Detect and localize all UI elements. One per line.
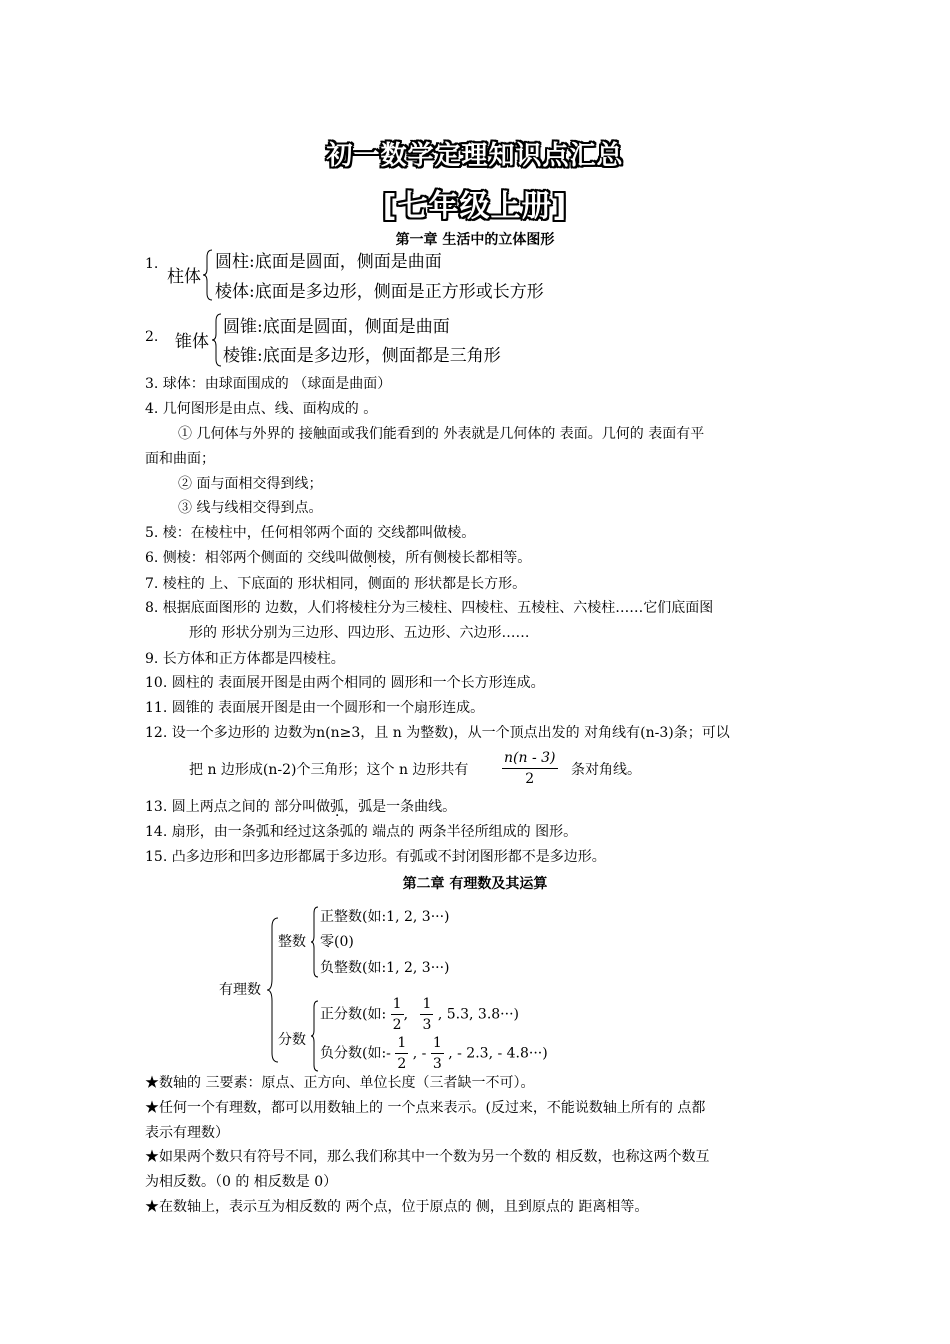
item1-brace [202, 249, 214, 301]
line-12b: 把 n 边形成(n-2)个三角形；这个 n 边形共有 [189, 762, 469, 778]
line-8a: 8. 根据底面图形的 边数，人们将棱柱分为三棱柱、四棱柱、五棱柱、六棱柱……它们底面图 [145, 600, 714, 616]
line-9: 9. 长方体和正方体都是四棱柱。 [145, 651, 345, 667]
fraction-denominator: 2 [397, 1056, 407, 1072]
line-12c: 条对角线。 [571, 762, 641, 778]
line-5: 5. 棱：在棱柱中，任何相邻两个面的 交线都叫做棱。 [145, 525, 476, 541]
integer-label: 整数 [278, 934, 306, 950]
star-1: ★数轴的 三要素：原点、正方向、单位长度（三者缺一不可）。 [145, 1075, 535, 1091]
line-4a-2: 面和曲面； [145, 451, 215, 467]
star-2b: 表示有理数） [145, 1125, 229, 1141]
negative-fraction-mid: , - [412, 1045, 427, 1062]
star-4: ★在数轴上，表示互为相反数的 两个点，位于原点的 侧，且到原点的 距离相等。 [145, 1199, 649, 1215]
line-6 [145, 548, 531, 568]
fraction-one-half [391, 994, 404, 1035]
negative-fraction-prefix: 负分数(如:- [320, 1045, 391, 1062]
line-10: 10. 圆柱的 表面展开图是由两个相同的 圆形和一个长方形连成。 [145, 675, 545, 691]
positive-fraction-prefix: 正分数(如: [320, 1006, 387, 1023]
line-11: 11. 圆锥的 表面展开图是由一个圆形和一个扇形连成。 [145, 700, 485, 716]
line-8b: 形的 形状分别为三边形、四边形、五边形、六边形…… [189, 625, 530, 641]
fraction-numerator: 1 [420, 994, 433, 1015]
item1-line2: 棱体:底面是多边形，侧面是正方形或长方形 [215, 282, 544, 302]
integer-item-2: 零(0) [320, 934, 354, 950]
rational-root-label: 有理数 [219, 982, 261, 998]
negative-fraction-suffix: , - 2.3, - 4.8···) [448, 1045, 548, 1062]
fraction-numerator: 1 [395, 1033, 408, 1054]
item2-label: 锥体 [175, 332, 209, 352]
line-6-emph: 侧 [363, 550, 378, 566]
line-6-a: 6. 侧棱：相邻两个侧面的 交线叫做 [145, 550, 364, 566]
line-6-c: 棱，所有侧棱长都相等。 [377, 550, 532, 566]
line-4c: ③ 线与线相交得到点。 [178, 500, 323, 516]
line-7: 7. 棱柱的 上、下底面的 形状相同，侧面的 形状都是长方形。 [145, 576, 527, 592]
line-13-a: 13. 圆上两点之间的 部分叫做 [145, 799, 331, 815]
line-4a-1: ① 几何体与外界的 接触面或我们能看到的 外表就是几何体的 表面。几何的 表面有平 [178, 426, 705, 442]
line-13-c: ，弧是一条曲线。 [344, 799, 457, 815]
line-12a: 12. 设一个多边形的 边数为n(n≥3，且 n 为整数)，从一个顶点出发的 对角线有(n-3)条；可以 [145, 725, 730, 741]
line-15: 15. 凸多边形和凹多边形都属于多边形。有弧或不封闭图形都不是多边形。 [145, 849, 606, 865]
fraction-numerator: 1 [391, 994, 404, 1015]
line-13 [145, 797, 456, 817]
line-13-emph: 弧 [330, 799, 345, 815]
positive-fraction-row [320, 994, 519, 1035]
item2-brace [211, 313, 223, 367]
diagonal-fraction [502, 748, 558, 789]
fraction-numerator: 1 [431, 1033, 444, 1054]
item2-line1: 圆锥:底面是圆面，侧面是曲面 [223, 317, 450, 337]
negative-fraction-row [320, 1033, 548, 1074]
line-3: 3. 球体：由球面围成的 （球面是曲面） [145, 376, 392, 392]
diagonal-fraction-denominator: 2 [525, 771, 535, 787]
item2-number: 2. [145, 329, 159, 345]
item1-label: 柱体 [167, 267, 201, 287]
integer-item-1: 正整数(如:1, 2, 3···) [320, 909, 450, 925]
line-14: 14. 扇形，由一条弧和经过这条弧的 端点的 两条半径所组成的 图形。 [145, 824, 578, 840]
line-4b: ② 面与面相交得到线； [178, 476, 323, 492]
fraction-denominator: 3 [432, 1056, 442, 1072]
line-4: 4. 几何图形是由点、线、面构成的 。 [145, 401, 378, 417]
fraction-label: 分数 [278, 1032, 306, 1048]
page-subtitle: [七年级上册] [382, 189, 568, 224]
item1-line1: 圆柱:底面是圆面，侧面是曲面 [215, 252, 442, 272]
positive-fraction-separator: , [403, 1006, 409, 1023]
fraction-one-third [431, 1033, 444, 1074]
fraction-one-half [395, 1033, 408, 1074]
chapter1-heading: 第一章 生活中的立体图形 [395, 232, 555, 248]
fraction-denominator: 3 [422, 1017, 432, 1033]
star-3b: 为相反数。（0 的 相反数是 0） [145, 1174, 338, 1190]
diagonal-fraction-numerator: n(n - 3) [502, 748, 558, 769]
item2-line2: 棱锥:底面是多边形，侧面都是三角形 [223, 346, 501, 366]
item1-number: 1. [145, 256, 159, 272]
fraction-one-third [420, 994, 433, 1035]
chapter2-heading: 第二章 有理数及其运算 [402, 876, 548, 892]
fraction-denominator: 2 [392, 1017, 402, 1033]
integer-brace [310, 906, 320, 978]
fraction-brace [310, 1000, 320, 1072]
integer-item-3: 负整数(如:1, 2, 3···) [320, 960, 450, 976]
star-2a: ★任何一个有理数，都可以用数轴上的 一个点来表示。(反过来，不能说数轴上所有的 点都 [145, 1100, 706, 1116]
positive-fraction-suffix: , 5.3, 3.8···) [437, 1006, 519, 1023]
page-title: 初一数学定理知识点汇总 [326, 141, 624, 171]
star-3a: ★如果两个数只有符号不同，那么我们称其中一个数为另一个数的 相反数，也称这两个数互 [145, 1149, 710, 1165]
